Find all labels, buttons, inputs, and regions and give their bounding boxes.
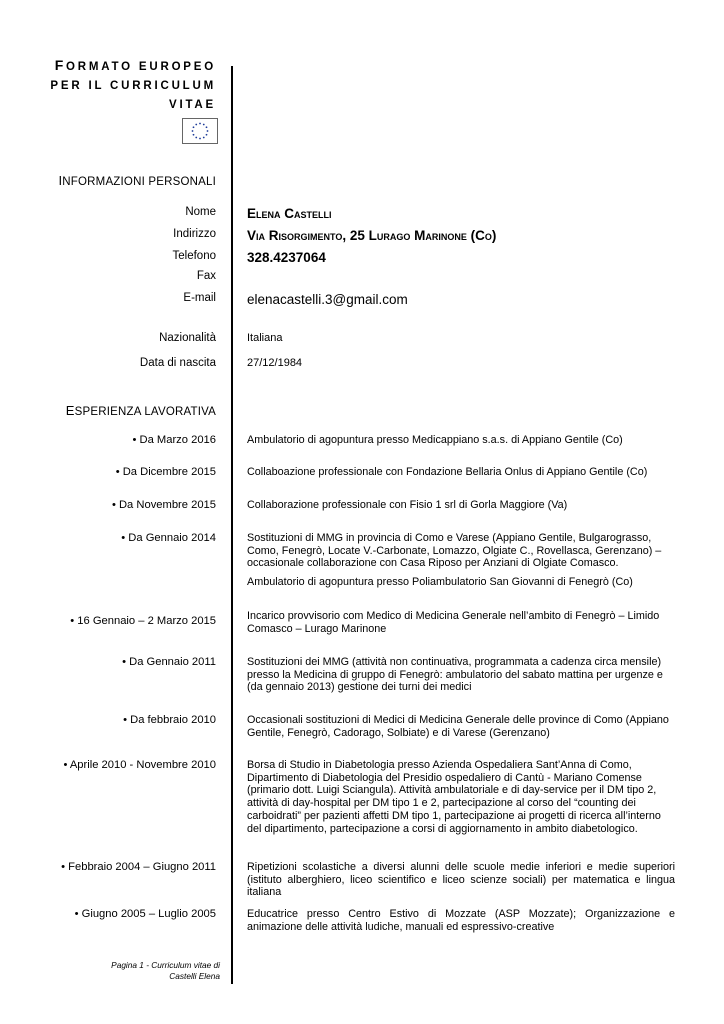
experience-text: Collaboazione professionale con Fondazione Bellaria Onlus di Appiano Gentile (Co) xyxy=(247,466,648,478)
eu-star xyxy=(203,124,205,126)
experience-date: • Febbraio 2004 – Giugno 2011 xyxy=(61,861,216,873)
phone-label: Telefono xyxy=(172,250,216,262)
name-label: Nome xyxy=(185,206,216,218)
experience-date: • Da Dicembre 2015 xyxy=(115,466,216,478)
experience-text: Collaborazione professionale con Fisio 1 srl di Gorla Maggiore (Va) xyxy=(247,499,568,511)
eu-star xyxy=(193,134,195,136)
eu-star xyxy=(206,134,208,136)
email-value[interactable]: elenacastelli.3@gmail.com xyxy=(247,292,408,307)
eu-star xyxy=(203,137,205,139)
experience-date: • Aprile 2010 - Novembre 2010 xyxy=(63,759,216,771)
experience-date: • Da Gennaio 2011 xyxy=(122,656,216,668)
experience-date: • 16 Gennaio – 2 Marzo 2015 xyxy=(70,615,216,627)
section-personal-heading xyxy=(58,173,216,188)
experience-text: Incarico provvisorio com Medico di Medicina Generale nell’ambito di Fenegrò – Limido Comasco – Lurago Marinone xyxy=(247,610,660,635)
eu-star xyxy=(207,130,209,132)
heading-initial: E xyxy=(65,403,75,418)
eu-star xyxy=(193,126,195,128)
cv-title xyxy=(50,56,216,115)
experience-text: Educatrice presso Centro Estivo di Mozzate (ASP Mozzate); Organizzazione e animazione delle attività ludiche, manuali ed espressivo-creative xyxy=(247,908,675,933)
name-value: Elena Castelli xyxy=(247,206,332,221)
title-initial: F xyxy=(54,57,67,73)
eu-star xyxy=(199,123,201,125)
cv-title-line2: PER IL CURRICULUM xyxy=(50,80,216,92)
phone-value: 328.4237064 xyxy=(247,250,326,265)
fax-label: Fax xyxy=(196,270,216,282)
heading-rest: NFORMAZIONI PERSONALI xyxy=(62,176,216,188)
eu-star xyxy=(206,126,208,128)
eu-star xyxy=(192,130,194,132)
birth-value: 27/12/1984 xyxy=(247,357,303,369)
experience-text: Sostituzioni di MMG in provincia di Como e Varese (Appiano Gentile, Bulgarograsso, Como, Fenegrò, Locate V.-Carbonate, Lomazzo, Olgiate C., Rovellasca, Gerenzano) – occasionale collaborazione con Casa Riposo per Anziani di Olgiate Comasco. xyxy=(247,532,662,570)
experience-text: Ambulatorio di agopuntura presso Medicappiano s.a.s. di Appiano Gentile (Co) xyxy=(247,434,623,446)
cv-title-line3: VITAE xyxy=(168,99,216,111)
vertical-divider xyxy=(231,66,233,984)
footer-line2: Castelli Elena xyxy=(169,971,220,981)
footer-line1: Pagina 1 - Curriculum vitae di xyxy=(111,960,220,970)
experience-date: • Da Novembre 2015 xyxy=(111,499,216,511)
eu-star xyxy=(199,138,201,140)
experience-text: Occasionali sostituzioni di Medici di Medicina Generale delle province di Como (Appiano Gentile, Fenegrò, Cadorago, Solbiate) e di Varese (Gerenzano) xyxy=(247,714,669,739)
experience-text: Ripetizioni scolastiche a diversi alunni delle scuole medie inferiori e medie superiori (istituto alberghiero, liceo scientifico e liceo scienze sociali) per matematica e lingua italiana xyxy=(247,861,675,899)
experience-text-extra: Ambulatorio di agopuntura presso Poliambulatorio San Giovanni di Fenegrò (Co) xyxy=(247,576,633,588)
title-line1-rest: ORMATO EUROPEO xyxy=(66,61,216,73)
experience-date: • Da Marzo 2016 xyxy=(132,434,216,446)
experience-date: • Giugno 2005 – Luglio 2005 xyxy=(74,908,216,920)
address-label: Indirizzo xyxy=(173,228,216,240)
email-label: E-mail xyxy=(183,292,216,304)
heading-initial: I xyxy=(58,173,63,188)
eu-flag-icon xyxy=(182,118,218,144)
section-experience-heading xyxy=(66,403,216,418)
experience-text: Sostituzioni dei MMG (attività non continuativa, programmata a cadenza circa mensile) presso la Medicina di gruppo di Fenegrò: ambulatorio del sabato mattina per urgenze e (da gennaio 2013) gestione dei turni dei medici xyxy=(247,656,663,694)
nationality-label: Nazionalità xyxy=(159,332,216,344)
address-value: Via Risorgimento, 25 Lurago Marinone (Co) xyxy=(247,228,497,243)
birth-label: Data di nascita xyxy=(139,357,216,369)
experience-text: Borsa di Studio in Diabetologia presso Azienda Ospedaliera Sant’Anna di Como, Dipartimento di Diabetologia del Presidio ospedaliero di Cantù - Mariano Comense (primario dott. Luigi Sciangula). Attività ambulatoriale e di day-service per il DM tipo 2, attività di day-hospital per DM tipo 1 e 2, partecipazione al corso del “counting dei carboidrati” per pazienti affetti DM tipo 1, partecipazione ai progetti di ricerca all’interno del dipartimento, partecipazione a corsi di aggiornamento in ambito diabetologico. xyxy=(247,759,661,835)
eu-star xyxy=(195,124,197,126)
eu-star xyxy=(195,137,197,139)
nationality-value: Italiana xyxy=(247,332,283,344)
page-footer xyxy=(111,960,220,982)
heading-rest: SPERIENZA LAVORATIVA xyxy=(74,406,216,418)
cv-title-line1 xyxy=(50,56,216,77)
experience-date: • Da febbraio 2010 xyxy=(123,714,216,726)
experience-date: • Da Gennaio 2014 xyxy=(121,532,216,544)
